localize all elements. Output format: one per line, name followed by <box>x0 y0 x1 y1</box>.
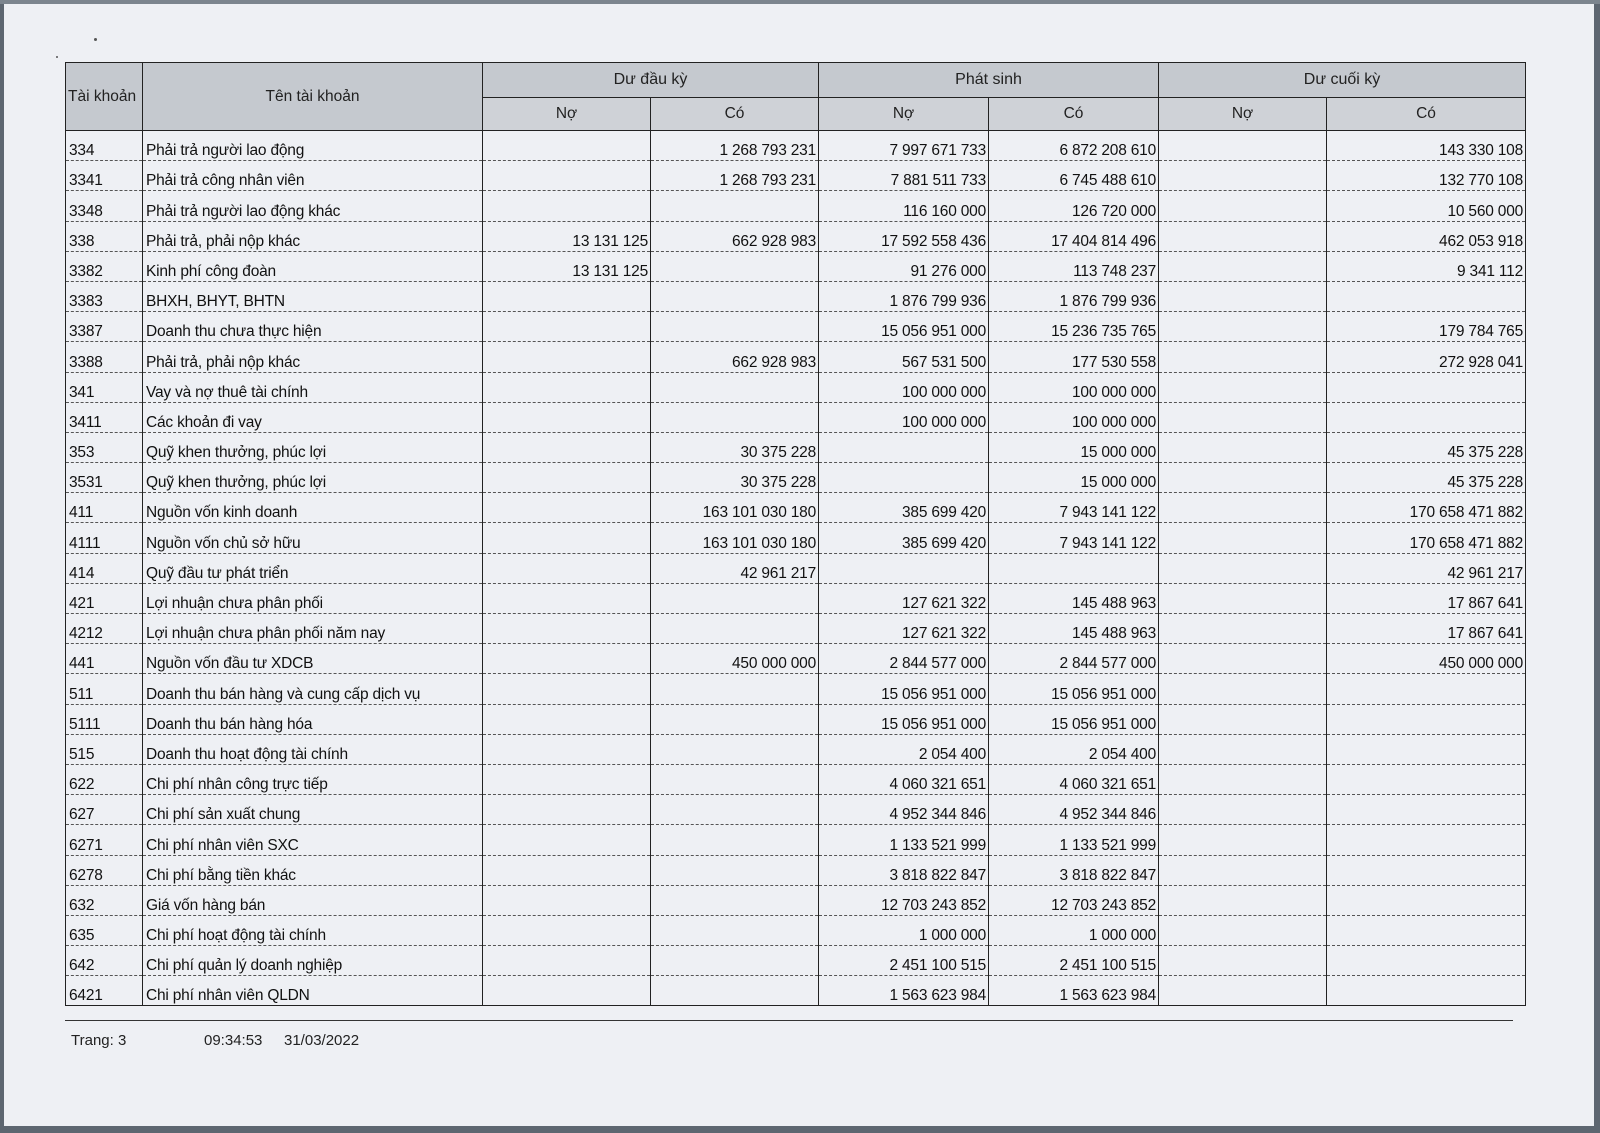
opening-debit <box>483 312 651 342</box>
movement-credit: 15 000 000 <box>989 432 1159 462</box>
movement-credit: 7 943 141 122 <box>989 523 1159 553</box>
movement-debit: 567 531 500 <box>819 342 989 372</box>
account-name: Quỹ khen thưởng, phúc lợi <box>143 463 483 493</box>
movement-credit: 7 943 141 122 <box>989 493 1159 523</box>
movement-debit: 15 056 951 000 <box>819 674 989 704</box>
closing-credit: 143 330 108 <box>1327 131 1526 161</box>
closing-debit <box>1159 885 1327 915</box>
header-opening-credit: Có <box>651 98 819 131</box>
movement-debit: 2 054 400 <box>819 734 989 764</box>
movement-debit: 4 952 344 846 <box>819 795 989 825</box>
opening-debit <box>483 583 651 613</box>
closing-credit: 17 867 641 <box>1327 614 1526 644</box>
account-name: Chi phí bằng tiền khác <box>143 855 483 885</box>
movement-credit: 4 952 344 846 <box>989 795 1159 825</box>
opening-credit <box>651 764 819 794</box>
table-body <box>66 131 1526 1006</box>
table-row <box>66 674 1526 704</box>
account-code: 341 <box>66 372 143 402</box>
closing-debit <box>1159 432 1327 462</box>
table-row <box>66 191 1526 221</box>
table-row <box>66 885 1526 915</box>
movement-credit: 3 818 822 847 <box>989 855 1159 885</box>
opening-debit <box>483 644 651 674</box>
table-row <box>66 463 1526 493</box>
movement-debit: 91 276 000 <box>819 251 989 281</box>
opening-credit <box>651 583 819 613</box>
table-row <box>66 946 1526 976</box>
scan-speck <box>56 56 58 58</box>
movement-credit: 15 000 000 <box>989 463 1159 493</box>
opening-debit <box>483 674 651 704</box>
table-row <box>66 855 1526 885</box>
trial-balance-table <box>65 62 1526 1006</box>
movement-credit: 6 745 488 610 <box>989 161 1159 191</box>
opening-credit <box>651 251 819 281</box>
opening-credit: 30 375 228 <box>651 463 819 493</box>
opening-debit <box>483 131 651 161</box>
closing-credit: 450 000 000 <box>1327 644 1526 674</box>
opening-debit <box>483 915 651 945</box>
movement-debit: 12 703 243 852 <box>819 885 989 915</box>
opening-credit: 1 268 793 231 <box>651 161 819 191</box>
opening-credit <box>651 191 819 221</box>
opening-debit: 13 131 125 <box>483 221 651 251</box>
opening-debit <box>483 855 651 885</box>
closing-debit <box>1159 825 1327 855</box>
closing-credit: 42 961 217 <box>1327 553 1526 583</box>
account-name: Nguồn vốn kinh doanh <box>143 493 483 523</box>
movement-debit: 1 563 623 984 <box>819 976 989 1006</box>
account-name: Phải trả, phải nộp khác <box>143 342 483 372</box>
account-code: 6421 <box>66 976 143 1006</box>
closing-debit <box>1159 342 1327 372</box>
movement-credit: 1 876 799 936 <box>989 281 1159 311</box>
table-row <box>66 161 1526 191</box>
table-row <box>66 281 1526 311</box>
account-name: Chi phí hoạt động tài chính <box>143 915 483 945</box>
account-code: 3348 <box>66 191 143 221</box>
opening-credit <box>651 281 819 311</box>
opening-debit <box>483 553 651 583</box>
movement-credit: 2 451 100 515 <box>989 946 1159 976</box>
opening-debit <box>483 281 651 311</box>
closing-credit <box>1327 372 1526 402</box>
table-row <box>66 825 1526 855</box>
account-name: Quỹ khen thưởng, phúc lợi <box>143 432 483 462</box>
table-row <box>66 734 1526 764</box>
header-movement-credit: Có <box>989 98 1159 131</box>
table-row <box>66 251 1526 281</box>
movement-debit: 15 056 951 000 <box>819 312 989 342</box>
opening-debit <box>483 372 651 402</box>
closing-credit <box>1327 946 1526 976</box>
opening-credit: 662 928 983 <box>651 221 819 251</box>
closing-debit <box>1159 855 1327 885</box>
account-code: 627 <box>66 795 143 825</box>
account-code: 441 <box>66 644 143 674</box>
opening-debit <box>483 946 651 976</box>
account-code: 3382 <box>66 251 143 281</box>
account-code: 338 <box>66 221 143 251</box>
account-name: Chi phí nhân viên QLDN <box>143 976 483 1006</box>
opening-credit: 662 928 983 <box>651 342 819 372</box>
closing-debit <box>1159 161 1327 191</box>
closing-credit <box>1327 764 1526 794</box>
movement-debit: 100 000 000 <box>819 372 989 402</box>
movement-debit: 385 699 420 <box>819 493 989 523</box>
closing-debit <box>1159 372 1327 402</box>
movement-debit: 385 699 420 <box>819 523 989 553</box>
closing-credit: 45 375 228 <box>1327 432 1526 462</box>
opening-debit <box>483 402 651 432</box>
opening-debit <box>483 463 651 493</box>
closing-debit <box>1159 281 1327 311</box>
closing-debit <box>1159 795 1327 825</box>
account-name: BHXH, BHYT, BHTN <box>143 281 483 311</box>
closing-debit <box>1159 734 1327 764</box>
account-name: Kinh phí công đoàn <box>143 251 483 281</box>
account-name: Doanh thu hoạt động tài chính <box>143 734 483 764</box>
account-name: Lợi nhuận chưa phân phối <box>143 583 483 613</box>
header-movement-debit: Nợ <box>819 98 989 131</box>
closing-debit <box>1159 402 1327 432</box>
closing-debit <box>1159 976 1327 1006</box>
closing-credit <box>1327 795 1526 825</box>
movement-credit: 12 703 243 852 <box>989 885 1159 915</box>
account-name: Chi phí sản xuất chung <box>143 795 483 825</box>
header-opening-debit: Nợ <box>483 98 651 131</box>
opening-credit: 450 000 000 <box>651 644 819 674</box>
opening-credit: 163 101 030 180 <box>651 493 819 523</box>
table-row <box>66 342 1526 372</box>
movement-credit <box>989 553 1159 583</box>
table-row <box>66 553 1526 583</box>
account-code: 622 <box>66 764 143 794</box>
closing-credit <box>1327 674 1526 704</box>
movement-credit: 145 488 963 <box>989 583 1159 613</box>
closing-debit <box>1159 221 1327 251</box>
opening-credit: 42 961 217 <box>651 553 819 583</box>
closing-credit: 45 375 228 <box>1327 463 1526 493</box>
account-code: 3383 <box>66 281 143 311</box>
opening-debit <box>483 885 651 915</box>
table-row <box>66 523 1526 553</box>
closing-debit <box>1159 523 1327 553</box>
account-code: 4212 <box>66 614 143 644</box>
opening-debit <box>483 161 651 191</box>
table-row <box>66 493 1526 523</box>
opening-credit <box>651 885 819 915</box>
movement-debit: 116 160 000 <box>819 191 989 221</box>
header-movement: Phát sinh <box>819 63 1159 98</box>
opening-credit <box>651 795 819 825</box>
opening-credit <box>651 976 819 1006</box>
opening-debit <box>483 342 651 372</box>
table-row <box>66 644 1526 674</box>
header-closing-balance: Dư cuối kỳ <box>1159 63 1526 98</box>
account-code: 6271 <box>66 825 143 855</box>
table-row <box>66 312 1526 342</box>
movement-debit: 1 000 000 <box>819 915 989 945</box>
table-row <box>66 372 1526 402</box>
movement-credit: 15 056 951 000 <box>989 704 1159 734</box>
account-name: Doanh thu chưa thực hiện <box>143 312 483 342</box>
closing-debit <box>1159 553 1327 583</box>
closing-debit <box>1159 583 1327 613</box>
account-code: 353 <box>66 432 143 462</box>
opening-debit <box>483 734 651 764</box>
movement-credit: 2 054 400 <box>989 734 1159 764</box>
table-row <box>66 915 1526 945</box>
opening-credit <box>651 614 819 644</box>
print-date: 31/03/2022 <box>284 1032 360 1049</box>
closing-credit: 9 341 112 <box>1327 251 1526 281</box>
account-code: 515 <box>66 734 143 764</box>
account-code: 3411 <box>66 402 143 432</box>
closing-credit <box>1327 976 1526 1006</box>
opening-credit <box>651 855 819 885</box>
closing-credit: 179 784 765 <box>1327 312 1526 342</box>
opening-credit <box>651 946 819 976</box>
opening-debit <box>483 795 651 825</box>
movement-credit: 1 000 000 <box>989 915 1159 945</box>
movement-credit: 4 060 321 651 <box>989 764 1159 794</box>
opening-credit: 30 375 228 <box>651 432 819 462</box>
opening-credit <box>651 674 819 704</box>
account-name: Quỹ đầu tư phát triển <box>143 553 483 583</box>
table-row <box>66 976 1526 1006</box>
movement-debit: 4 060 321 651 <box>819 764 989 794</box>
print-time: 09:34:53 <box>204 1032 263 1049</box>
account-name: Nguồn vốn đầu tư XDCB <box>143 644 483 674</box>
opening-debit <box>483 493 651 523</box>
closing-credit: 132 770 108 <box>1327 161 1526 191</box>
account-code: 414 <box>66 553 143 583</box>
closing-credit <box>1327 915 1526 945</box>
table-row <box>66 583 1526 613</box>
movement-credit: 6 872 208 610 <box>989 131 1159 161</box>
movement-credit: 100 000 000 <box>989 402 1159 432</box>
closing-credit: 170 658 471 882 <box>1327 493 1526 523</box>
header-account-name: Tên tài khoản <box>143 63 483 131</box>
opening-credit <box>651 734 819 764</box>
account-name: Các khoản đi vay <box>143 402 483 432</box>
movement-debit: 2 451 100 515 <box>819 946 989 976</box>
movement-credit: 15 236 735 765 <box>989 312 1159 342</box>
account-name: Phải trả người lao động khác <box>143 191 483 221</box>
movement-credit: 100 000 000 <box>989 372 1159 402</box>
opening-debit <box>483 976 651 1006</box>
movement-debit: 127 621 322 <box>819 614 989 644</box>
closing-debit <box>1159 704 1327 734</box>
closing-debit <box>1159 463 1327 493</box>
closing-credit <box>1327 734 1526 764</box>
movement-credit: 2 844 577 000 <box>989 644 1159 674</box>
closing-debit <box>1159 312 1327 342</box>
closing-credit <box>1327 825 1526 855</box>
closing-credit <box>1327 885 1526 915</box>
movement-credit: 113 748 237 <box>989 251 1159 281</box>
movement-debit: 2 844 577 000 <box>819 644 989 674</box>
account-code: 421 <box>66 583 143 613</box>
account-code: 635 <box>66 915 143 945</box>
opening-debit <box>483 764 651 794</box>
opening-credit <box>651 312 819 342</box>
page-number: Trang: 3 <box>71 1032 127 1049</box>
closing-debit <box>1159 764 1327 794</box>
account-code: 632 <box>66 885 143 915</box>
opening-credit <box>651 372 819 402</box>
table-row <box>66 704 1526 734</box>
account-code: 3388 <box>66 342 143 372</box>
table-row <box>66 795 1526 825</box>
closing-debit <box>1159 614 1327 644</box>
movement-credit: 17 404 814 496 <box>989 221 1159 251</box>
movement-credit: 126 720 000 <box>989 191 1159 221</box>
closing-credit: 10 560 000 <box>1327 191 1526 221</box>
closing-credit: 272 928 041 <box>1327 342 1526 372</box>
opening-debit <box>483 191 651 221</box>
table-row <box>66 614 1526 644</box>
table-row <box>66 764 1526 794</box>
account-name: Doanh thu bán hàng và cung cấp dịch vụ <box>143 674 483 704</box>
header-closing-credit: Có <box>1327 98 1526 131</box>
opening-debit <box>483 523 651 553</box>
movement-debit <box>819 432 989 462</box>
table-row <box>66 432 1526 462</box>
table-row <box>66 402 1526 432</box>
account-code: 3341 <box>66 161 143 191</box>
table-row <box>66 131 1526 161</box>
account-code: 5111 <box>66 704 143 734</box>
account-name: Doanh thu bán hàng hóa <box>143 704 483 734</box>
movement-debit <box>819 463 989 493</box>
opening-credit <box>651 915 819 945</box>
closing-debit <box>1159 674 1327 704</box>
movement-debit: 7 881 511 733 <box>819 161 989 191</box>
account-code: 3531 <box>66 463 143 493</box>
closing-debit <box>1159 915 1327 945</box>
closing-credit <box>1327 704 1526 734</box>
account-code: 3387 <box>66 312 143 342</box>
closing-credit: 17 867 641 <box>1327 583 1526 613</box>
account-name: Phải trả công nhân viên <box>143 161 483 191</box>
movement-debit: 127 621 322 <box>819 583 989 613</box>
closing-credit: 170 658 471 882 <box>1327 523 1526 553</box>
movement-credit: 145 488 963 <box>989 614 1159 644</box>
opening-debit <box>483 825 651 855</box>
header-closing-debit: Nợ <box>1159 98 1327 131</box>
account-code: 4111 <box>66 523 143 553</box>
account-code: 6278 <box>66 855 143 885</box>
opening-credit <box>651 825 819 855</box>
table-row <box>66 221 1526 251</box>
closing-debit <box>1159 644 1327 674</box>
account-name: Vay và nợ thuê tài chính <box>143 372 483 402</box>
account-name: Giá vốn hàng bán <box>143 885 483 915</box>
closing-debit <box>1159 191 1327 221</box>
opening-debit <box>483 432 651 462</box>
account-name: Nguồn vốn chủ sở hữu <box>143 523 483 553</box>
account-name: Lợi nhuận chưa phân phối năm nay <box>143 614 483 644</box>
account-code: 334 <box>66 131 143 161</box>
account-code: 642 <box>66 946 143 976</box>
closing-credit <box>1327 855 1526 885</box>
account-code: 511 <box>66 674 143 704</box>
opening-debit <box>483 614 651 644</box>
movement-debit <box>819 553 989 583</box>
movement-debit: 7 997 671 733 <box>819 131 989 161</box>
opening-credit: 1 268 793 231 <box>651 131 819 161</box>
account-name: Chi phí nhân công trực tiếp <box>143 764 483 794</box>
opening-debit: 13 131 125 <box>483 251 651 281</box>
closing-debit <box>1159 131 1327 161</box>
opening-credit <box>651 402 819 432</box>
movement-debit: 3 818 822 847 <box>819 855 989 885</box>
movement-debit: 100 000 000 <box>819 402 989 432</box>
movement-debit: 17 592 558 436 <box>819 221 989 251</box>
header-account: Tài khoản <box>66 63 143 131</box>
account-name: Chi phí quản lý doanh nghiệp <box>143 946 483 976</box>
closing-debit <box>1159 946 1327 976</box>
closing-credit <box>1327 281 1526 311</box>
account-code: 411 <box>66 493 143 523</box>
account-name: Chi phí nhân viên SXC <box>143 825 483 855</box>
closing-credit <box>1327 402 1526 432</box>
opening-credit <box>651 704 819 734</box>
movement-debit: 15 056 951 000 <box>819 704 989 734</box>
movement-credit: 15 056 951 000 <box>989 674 1159 704</box>
closing-credit: 462 053 918 <box>1327 221 1526 251</box>
movement-debit: 1 876 799 936 <box>819 281 989 311</box>
closing-debit <box>1159 251 1327 281</box>
opening-credit: 163 101 030 180 <box>651 523 819 553</box>
movement-credit: 1 133 521 999 <box>989 825 1159 855</box>
scan-speck <box>94 38 97 41</box>
account-name: Phải trả, phải nộp khác <box>143 221 483 251</box>
footer-divider <box>65 1020 1513 1021</box>
account-name: Phải trả người lao động <box>143 131 483 161</box>
movement-debit: 1 133 521 999 <box>819 825 989 855</box>
movement-credit: 177 530 558 <box>989 342 1159 372</box>
header-opening-balance: Dư đầu kỳ <box>483 63 819 98</box>
opening-debit <box>483 704 651 734</box>
movement-credit: 1 563 623 984 <box>989 976 1159 1006</box>
closing-debit <box>1159 493 1327 523</box>
